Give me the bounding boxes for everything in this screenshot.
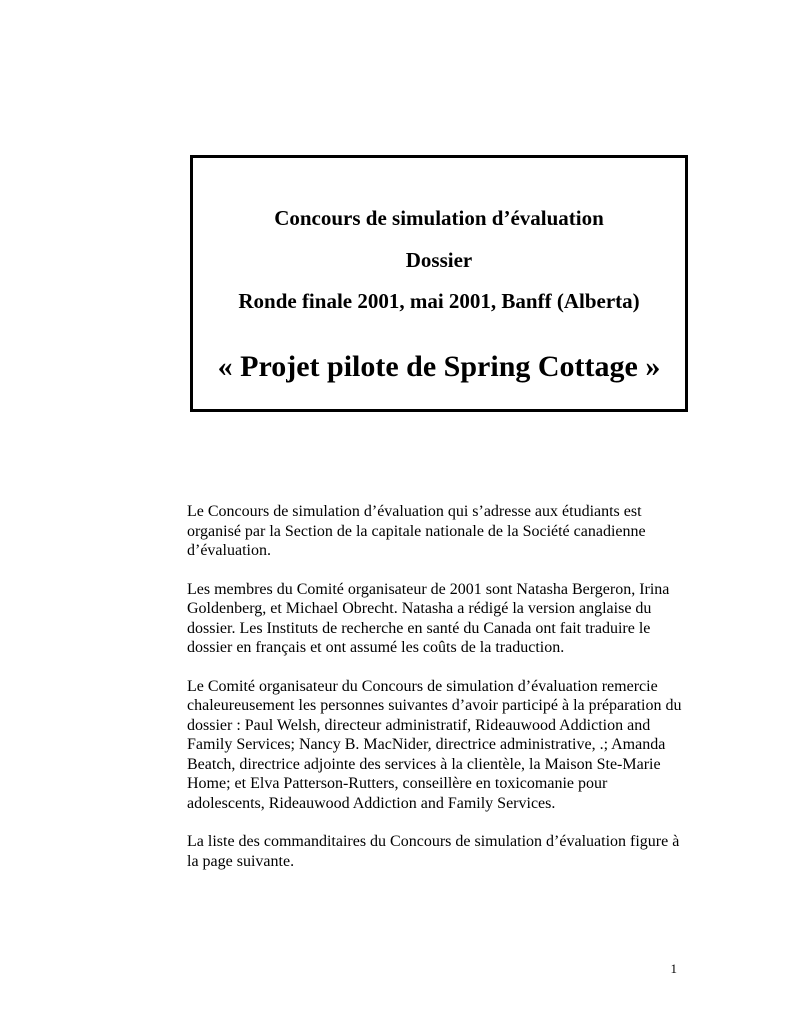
project-title: « Projet pilote de Spring Cottage » <box>217 350 661 383</box>
competition-title: Concours de simulation d’évaluation <box>274 206 604 230</box>
round-info: Ronde finale 2001, mai 2001, Banff (Alberta) <box>238 289 640 313</box>
page-number: 1 <box>670 961 677 976</box>
title-box <box>190 155 688 412</box>
paragraph-sponsors: La liste des commanditaires du Concours de simulation d’évaluation figure à la page suivante. <box>187 833 680 870</box>
body-text <box>187 502 687 871</box>
document-type: Dossier <box>405 248 473 272</box>
paragraph-committee: Les membres du Comité organisateur de 2001 sont Natasha Bergeron, Irina Goldenberg, et Michael Obrecht. Natasha a rédigé la version anglaise du dossier. Les Instituts de recherche en santé du Canada ont fait traduire le dossier en français et ont assumé les coûts de la traduction. <box>187 580 670 656</box>
paragraph-acknowledgements: Le Comité organisateur du Concours de simulation d’évaluation remercie chaleureusement les personnes suivantes d’avoir participé à la préparation du dossier : Paul Welsh, directeur administratif, Rideauwood Addiction and Family Services; Nancy B. MacNider, directrice administrative, .; Amanda Beatch, directrice adjointe des services à la clientèle, la Maison Ste-Marie Home; et Elva Patterson-Rutters, conseillère en toxicomanie pour adolescents, Rideauwood Addiction and Family Services. <box>187 677 682 812</box>
paragraph-intro: Le Concours de simulation d’évaluation qui s’adresse aux étudiants est organisé par la Section de la capitale nationale de la Société canadienne d’évaluation. <box>187 503 646 559</box>
